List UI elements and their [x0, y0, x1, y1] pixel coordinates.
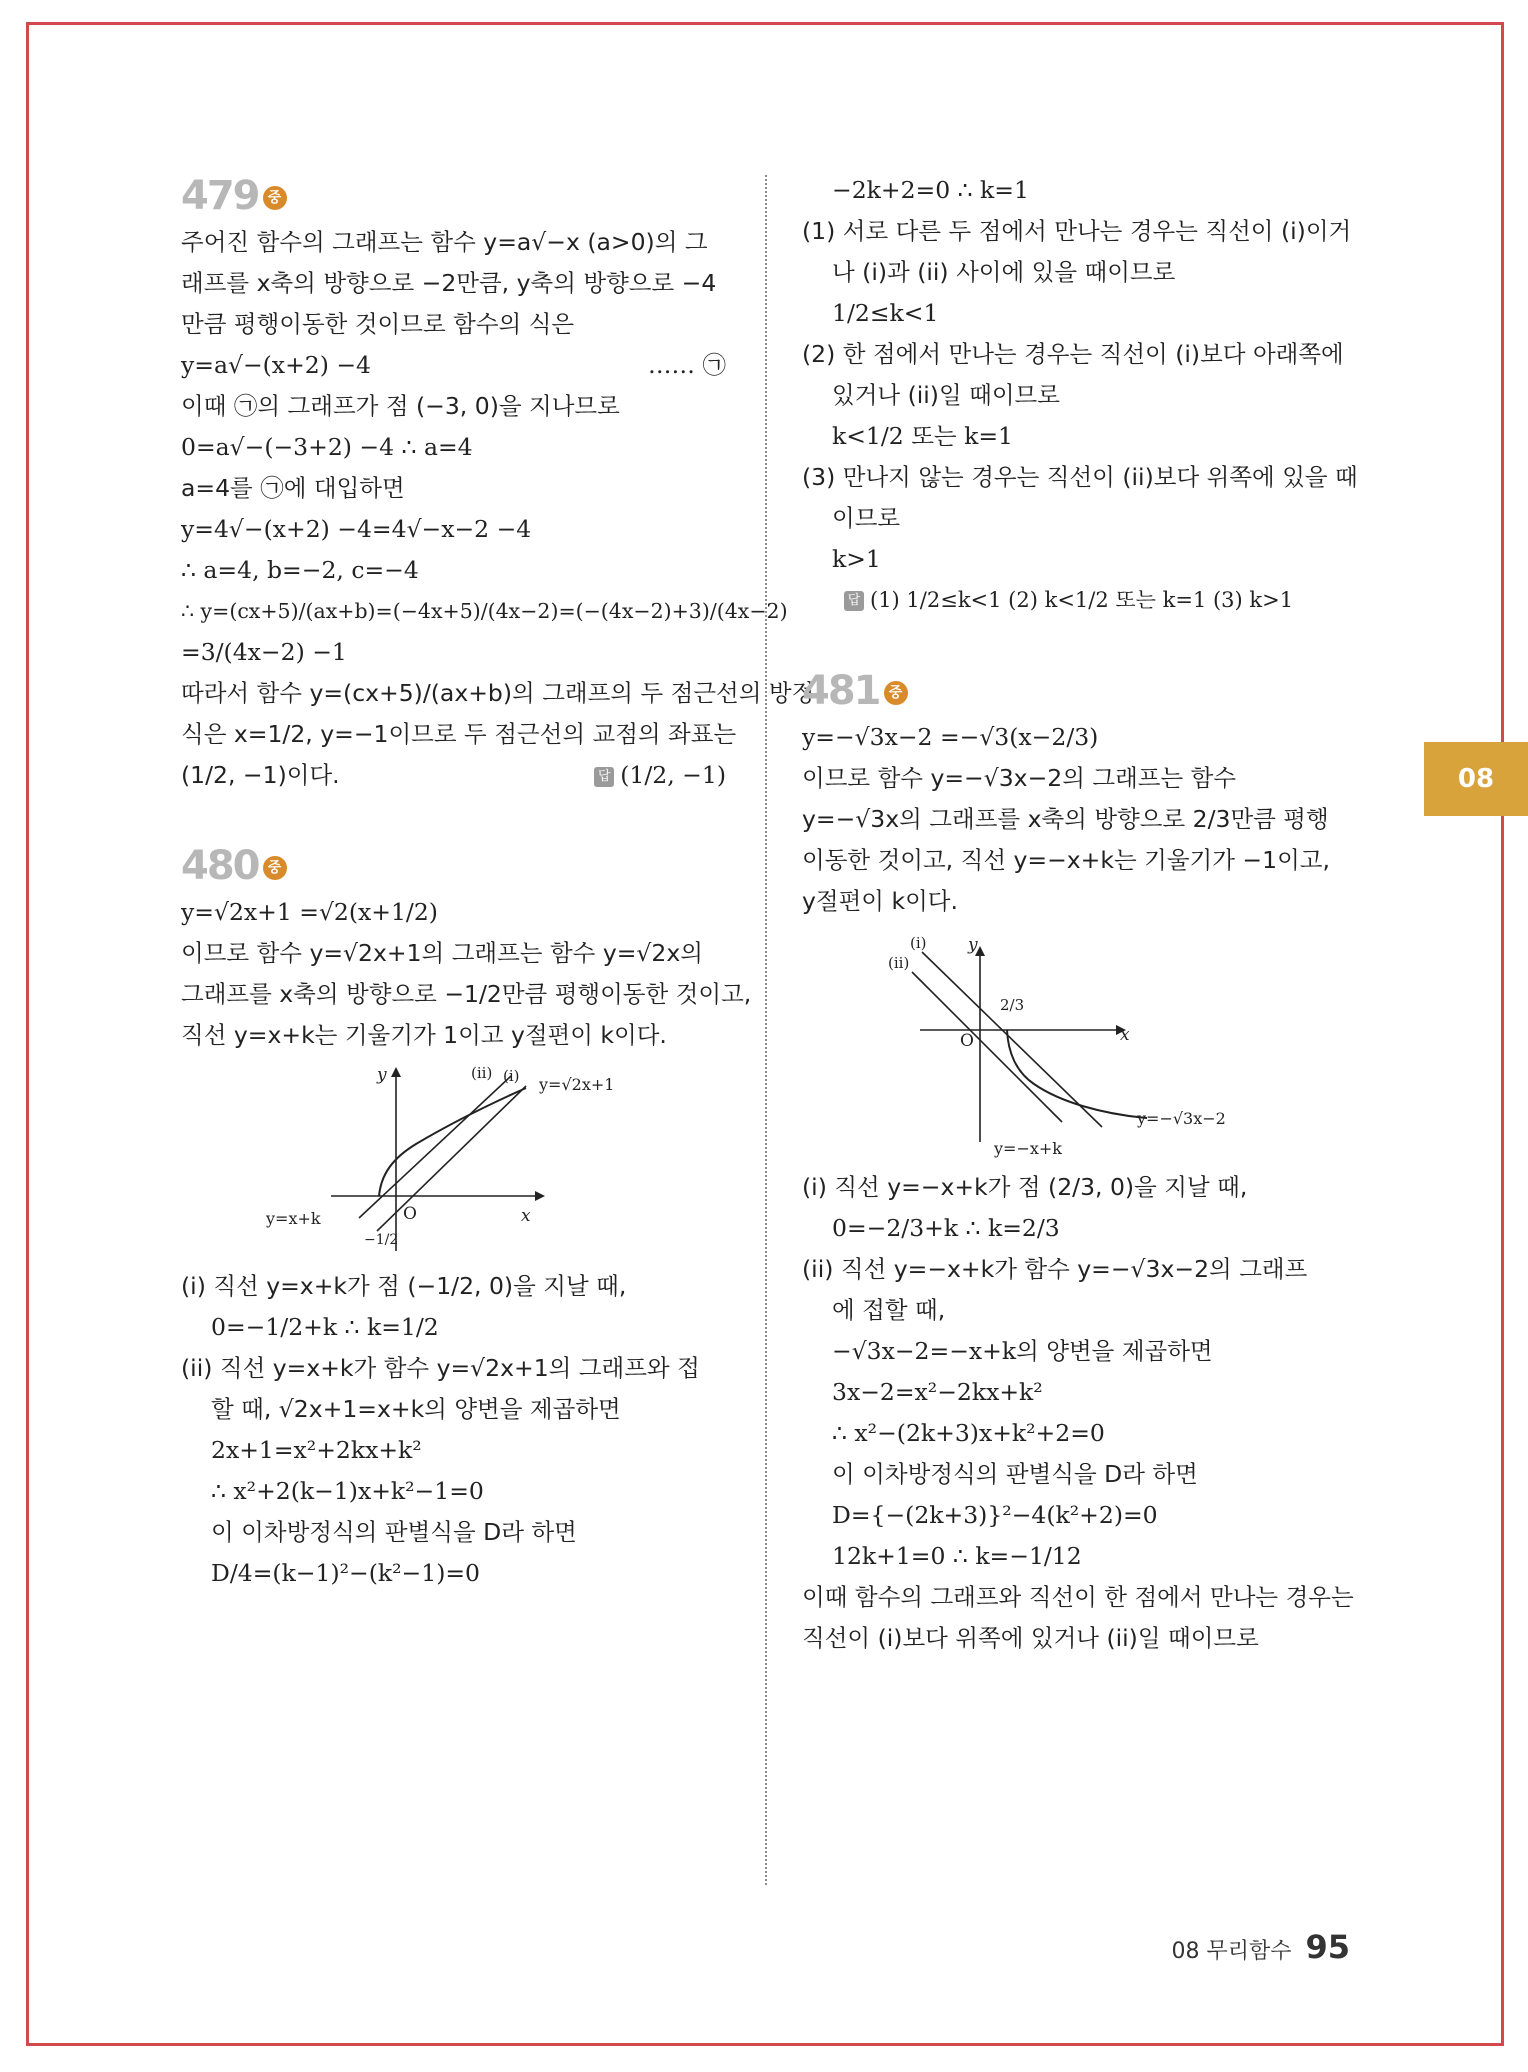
- text-line: 그래프를 x축의 방향으로 −1/2만큼 평행이동한 것이고,: [181, 980, 752, 1008]
- problem-number: 480: [181, 843, 259, 889]
- text-line: 이때 ㉠의 그래프가 점 (−3, 0)을 지나므로: [181, 392, 620, 420]
- text-line: 만큼 평행이동한 것이므로 함수의 식은: [181, 310, 575, 338]
- text-line: y=−√3x의 그래프를 x축의 방향으로 2/3만큼 평행: [802, 805, 1329, 833]
- step-line: 이 이차방정식의 판별식을 D라 하면: [832, 1460, 1198, 1488]
- equation-line: ∴ a=4, b=−2, c=−4: [181, 556, 419, 584]
- y-axis-label: y: [968, 935, 978, 955]
- equation-line: 0=−1/2+k ∴ k=1/2: [211, 1313, 439, 1341]
- y-axis-arrow: [391, 1067, 401, 1077]
- text-line: 나 (i)과 (ii) 사이에 있을 때이므로: [832, 258, 1176, 286]
- page-number: 95: [1305, 1928, 1350, 1966]
- text-line: 주어진 함수의 그래프는 함수 y=a√−x (a>0)의 그: [181, 228, 708, 256]
- text-line: (1) 서로 다른 두 점에서 만나는 경우는 직선이 (i)이거: [802, 217, 1352, 245]
- equation-line: D={−(2k+3)}²−4(k²+2)=0: [832, 1501, 1158, 1529]
- tick-label: 2/3: [1000, 996, 1025, 1014]
- text-line: 직선 y=x+k는 기울기가 1이고 y절편이 k이다.: [181, 1021, 667, 1049]
- step-line: (i) 직선 y=x+k가 점 (−1/2, 0)을 지날 때,: [181, 1272, 627, 1300]
- problem-480-header: [181, 840, 726, 892]
- label-i: (i): [503, 1067, 520, 1085]
- text-line: 이므로 함수 y=−√3x−2의 그래프는 함수: [802, 764, 1237, 792]
- difficulty-badge: 중: [263, 186, 287, 210]
- curve-label: y=−√3x−2: [1137, 1109, 1226, 1128]
- graph-480: [181, 1056, 726, 1266]
- equation-line: 1/2≤k<1: [832, 299, 939, 327]
- answer: [594, 755, 726, 796]
- equation-line: D/4=(k−1)²−(k²−1)=0: [211, 1559, 481, 1587]
- step-line: 에 접할 때,: [832, 1296, 946, 1324]
- answer-icon: 답: [594, 767, 614, 787]
- difficulty-badge: 중: [884, 681, 908, 705]
- spacer: [181, 796, 726, 840]
- equation-line: y=4√−(x+2) −4=4√−x−2 −4: [181, 515, 532, 543]
- equation-line: =3/(4x−2) −1: [181, 638, 347, 666]
- equation-line: ∴ x²+2(k−1)x+k²−1=0: [211, 1477, 484, 1505]
- text-line: 이므로: [832, 504, 901, 532]
- origin-label: O: [960, 1031, 974, 1051]
- text-line: 있거나 (ii)일 때이므로: [832, 381, 1060, 409]
- equation-line: k>1: [832, 545, 881, 573]
- step-line: 할 때, √2x+1=x+k의 양변을 제곱하면: [211, 1395, 621, 1423]
- curve-label: y=√2x+1: [539, 1075, 615, 1094]
- answer-icon: 답: [844, 591, 864, 611]
- line-ii: [912, 972, 1062, 1122]
- equation-line: 2x+1=x²+2kx+k²: [211, 1436, 422, 1464]
- left-column: [181, 170, 815, 1594]
- equation: y=a√−(x+2) −4: [181, 351, 371, 379]
- label-i: (i): [910, 934, 927, 952]
- y-axis-label: y: [377, 1065, 387, 1085]
- equation-line: ∴ x²−(2k+3)x+k²+2=0: [832, 1419, 1105, 1447]
- chapter-tab: 08: [1424, 742, 1528, 816]
- text-line: y절편이 k이다.: [802, 887, 958, 915]
- equation-line: y=−√3x−2 =−√3(x−2/3): [802, 723, 1099, 751]
- equation-line: ∴ y=(cx+5)/(ax+b)=(−4x+5)/(4x−2)=(−(4x−2)+3)/(4x−2): [181, 599, 788, 623]
- equation-line: k<1/2 또는 k=1: [832, 422, 1013, 450]
- right-column: [802, 170, 1358, 1659]
- problem-481-header: [802, 665, 1347, 717]
- text-line: 직선이 (i)보다 위쪽에 있거나 (ii)일 때이므로: [802, 1624, 1259, 1652]
- text-line: [181, 755, 726, 796]
- line-label: y=x+k: [266, 1209, 321, 1228]
- column-divider: [765, 175, 767, 1885]
- line-ii: [377, 1086, 526, 1231]
- answer-text: (1/2, −1): [620, 761, 726, 789]
- text-line: (3) 만나지 않는 경우는 직선이 (ii)보다 위쪽에 있을 때: [802, 463, 1358, 491]
- equation-line: y=√2x+1 =√2(x+1/2): [181, 898, 438, 926]
- text-line: 이때 함수의 그래프와 직선이 한 점에서 만나는 경우는: [802, 1583, 1354, 1611]
- spacer: [802, 621, 1347, 665]
- label-ii: (ii): [471, 1064, 493, 1082]
- graph-481: [802, 922, 1347, 1167]
- text-line: 이므로 함수 y=√2x+1의 그래프는 함수 y=√2x의: [181, 939, 703, 967]
- x-axis-label: x: [1120, 1025, 1130, 1045]
- equation-line: 3x−2=x²−2kx+k²: [832, 1378, 1043, 1406]
- line-i: [922, 952, 1102, 1127]
- origin-label: O: [403, 1204, 417, 1224]
- equation-line: −√3x−2=−x+k의 양변을 제곱하면: [832, 1337, 1213, 1365]
- label-ii: (ii): [888, 954, 910, 972]
- difficulty-badge: 중: [263, 856, 287, 880]
- conclusion: (1/2, −1)이다.: [181, 761, 340, 789]
- equation-line: 0=−2/3+k ∴ k=2/3: [832, 1214, 1060, 1242]
- problem-number: 481: [802, 668, 880, 714]
- text-line: 따라서 함수 y=(cx+5)/(ax+b)의 그래프의 두 점근선의 방정: [181, 679, 815, 707]
- problem-479-header: [181, 170, 726, 222]
- step-line: (ii) 직선 y=−x+k가 함수 y=−√3x−2의 그래프: [802, 1255, 1308, 1283]
- equation-line: [181, 345, 726, 386]
- page-footer: [1171, 1928, 1350, 1966]
- text-line: 래프를 x축의 방향으로 −2만큼, y축의 방향으로 −4: [181, 269, 717, 297]
- text-line: a=4를 ㉠에 대입하면: [181, 474, 405, 502]
- x-axis-arrow: [535, 1191, 545, 1201]
- tick-label: −1/2: [364, 1232, 399, 1248]
- footer-chapter: 08 무리함수: [1171, 1939, 1292, 1964]
- answer-text: (1) 1/2≤k<1 (2) k<1/2 또는 k=1 (3) k>1: [870, 588, 1294, 612]
- answer: [802, 580, 1347, 621]
- text-line: 식은 x=1/2, y=−1이므로 두 점근선의 교점의 좌표는: [181, 720, 737, 748]
- equation-line: 12k+1=0 ∴ k=−1/12: [832, 1542, 1082, 1570]
- equation-tag: …… ㉠: [648, 351, 726, 379]
- equation-line: 0=a√−(−3+2) −4 ∴ a=4: [181, 433, 473, 461]
- text-line: 이동한 것이고, 직선 y=−x+k는 기울기가 −1이고,: [802, 846, 1330, 874]
- line-label: y=−x+k: [994, 1139, 1062, 1158]
- text-line: (2) 한 점에서 만나는 경우는 직선이 (i)보다 아래쪽에: [802, 340, 1344, 368]
- step-line: (i) 직선 y=−x+k가 점 (2/3, 0)을 지날 때,: [802, 1173, 1248, 1201]
- problem-number: 479: [181, 173, 259, 219]
- x-axis-label: x: [521, 1206, 531, 1226]
- step-line: 이 이차방정식의 판별식을 D라 하면: [211, 1518, 577, 1546]
- step-line: (ii) 직선 y=x+k가 함수 y=√2x+1의 그래프와 접: [181, 1354, 700, 1382]
- equation-line: −2k+2=0 ∴ k=1: [832, 176, 1029, 204]
